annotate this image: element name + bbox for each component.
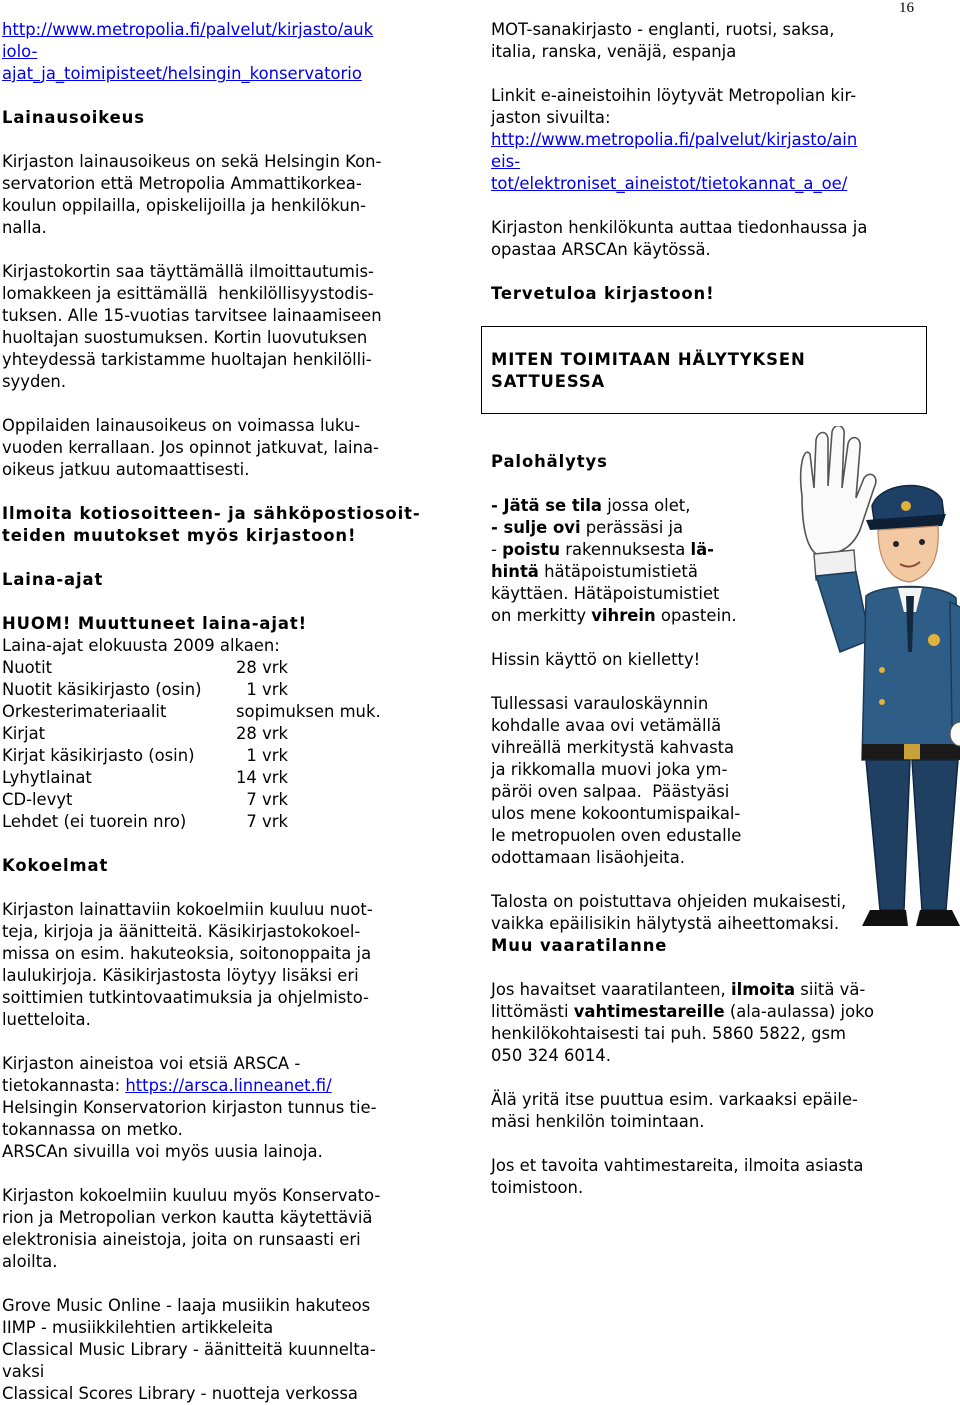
paragraph-line: 050 324 6014.: [491, 1046, 611, 1065]
paragraph-line: odottamaan lisäohjeita.: [491, 848, 685, 867]
paragraph-line: Jos et tavoita vahtimestareita, ilmoita asiasta: [491, 1156, 864, 1175]
instruction-line: käyttäen. Hätäpoistumistiet: [491, 584, 720, 603]
paragraph-line: vaikka epäilisikin hälytystä aiheettomaksi.: [491, 914, 840, 933]
paragraph-line: jaston sivuilta:: [491, 108, 611, 127]
loan-period: 14 vrk: [236, 768, 288, 787]
instruction-bold: hintä: [491, 562, 539, 581]
paragraph-line: kohdalle avaa ovi vetämällä: [491, 716, 722, 735]
paragraph-line: [491, 1001, 874, 1023]
loan-item: Nuotit käsikirjasto (osin): [2, 680, 202, 699]
paragraph-line: MOT-sanakirjasto - englanti, ruotsi, saksa,: [491, 20, 835, 39]
loan-period: 28 vrk: [236, 724, 288, 743]
instruction-text: on merkitty: [491, 606, 592, 625]
loan-period-row: [2, 745, 421, 767]
instruction-text: perässäsi ja: [580, 518, 684, 537]
loan-period-row: [2, 723, 421, 745]
paragraph-line: tokannassa on metko.: [2, 1120, 183, 1139]
url-link-line[interactable]: http://www.metropolia.fi/palvelut/kirjasto/auk: [2, 20, 374, 39]
paragraph-line: teja, kirjoja ja äänitteitä. Käsikirjastokokoel-: [2, 922, 361, 941]
url-link-line[interactable]: ajat_ja_toimipisteet/helsingin_konservatorio: [2, 64, 362, 83]
database-line: Grove Music Online - laaja musiikin hakuteos: [2, 1296, 371, 1315]
loan-period-row: [2, 789, 421, 811]
paragraph-line: Älä yritä itse puuttua esim. varkaaksi epäile-: [491, 1090, 858, 1109]
loan-item: Kirjat käsikirjasto (osin): [2, 746, 195, 765]
laina-ajat-heading: Laina-ajat: [2, 570, 104, 589]
kokoelmat-heading: Kokoelmat: [2, 856, 109, 875]
paragraph-line: Kirjaston aineistoa voi etsiä ARSCA -: [2, 1054, 301, 1073]
paragraph-text: Jos havaitset vaaratilanteen,: [491, 980, 731, 999]
paragraph-line: Linkit e-aineistoihin löytyvät Metropolian kir-: [491, 86, 857, 105]
paragraph-line: ja rikkomalla muovi joka ym-: [491, 760, 728, 779]
loan-item: Lyhytlainat: [2, 768, 92, 787]
paragraph-line: elektronisia aineistoja, joita on runsaasti eri: [2, 1230, 361, 1249]
paragraph-line: vihreällä merkitystä kahvasta: [491, 738, 735, 757]
paragraph-line: lomakkeen ja esittämällä henkilöllisyystodis-: [2, 284, 374, 303]
paragraph-line: henkilökohtaisesti tai puh. 5860 5822, gsm: [491, 1024, 846, 1043]
instruction-bold: lä-: [690, 540, 714, 559]
ilmoita-notice: Ilmoita kotiosoitteen- ja sähköpostiosoit-: [2, 504, 421, 523]
paragraph-line: aloilta.: [2, 1252, 58, 1271]
paragraph-line: oikeus jatkuu automaattisesti.: [2, 460, 250, 479]
database-line: IIMP - musiikkilehtien artikkeleita: [2, 1318, 274, 1337]
paragraph-line: mäsi henkilön toimintaan.: [491, 1112, 705, 1131]
instruction-text: -: [491, 540, 503, 559]
arsca-prefix: tietokannasta:: [2, 1076, 126, 1095]
paragraph-line: servatorion että Metropolia Ammattikorkea-: [2, 174, 362, 193]
instruction-text: jossa olet,: [601, 496, 691, 515]
paragraph-line: ARSCAn sivuilla voi myös uusia lainoja.: [2, 1142, 323, 1161]
paragraph-line: Kirjaston henkilökunta auttaa tiedonhaussa ja: [491, 218, 868, 237]
paragraph-line: Kirjaston lainausoikeus on sekä Helsingin Kon-: [2, 152, 382, 171]
paragraph-line: toimistoon.: [491, 1178, 584, 1197]
paragraph-line: Helsingin Konservatorion kirjaston tunnus tie-: [2, 1098, 377, 1117]
loan-item: CD-levyt: [2, 790, 73, 809]
database-line: vaksi: [2, 1362, 45, 1381]
police-officer-illustration: [770, 426, 960, 936]
paragraph-line: laulukirjoja. Käsikirjastosta löytyy lisäksi eri: [2, 966, 359, 985]
loan-period-row: [2, 701, 421, 723]
muu-vaaratilanne-heading: Muu vaaratilanne: [491, 936, 668, 955]
hissi-text: Hissin käyttö on kielletty!: [491, 650, 701, 669]
instruction-bold: - sulje ovi: [491, 518, 581, 537]
paragraph-line: luetteloita.: [2, 1010, 91, 1029]
paragraph-line: yhteydessä tarkistamme huoltajan henkilölli-: [2, 350, 372, 369]
paragraph-line: rion ja Metropolian verkon kautta käytettäviä: [2, 1208, 373, 1227]
paragraph-bold: ilmoita: [730, 980, 796, 999]
huom-notice: HUOM! Muuttuneet laina-ajat!: [2, 614, 307, 633]
left-column: [2, 19, 421, 1405]
tervetuloa-text: Tervetuloa kirjastoon!: [491, 284, 715, 303]
paragraph-line: vuoden kerrallaan. Jos opinnot jatkuvat, laina-: [2, 438, 379, 457]
paragraph-line: syyden.: [2, 372, 67, 391]
loan-period: 7 vrk: [236, 790, 288, 809]
alarm-heading-line: MITEN TOIMITAAN HÄLYTYKSEN: [491, 350, 806, 369]
instruction-text: opastein.: [655, 606, 737, 625]
paragraph-line: le metropuolen oven edustalle: [491, 826, 742, 845]
paragraph-line: missa on esim. hakuteoksia, soitonoppaita ja: [2, 944, 372, 963]
url-link-line[interactable]: iolo-: [2, 42, 38, 61]
database-line: Classical Music Library - äänitteitä kuunnelta-: [2, 1340, 376, 1359]
palohalytys-heading: Palohälytys: [491, 452, 608, 471]
alarm-heading: [491, 349, 806, 393]
paragraph-line: opastaa ARSCAn käytössä.: [491, 240, 711, 259]
loan-period-row: [2, 679, 421, 701]
paragraph-line: nalla.: [2, 218, 47, 237]
paragraph-line: soittimien tutkintovaatimuksia ja ohjelmisto-: [2, 988, 369, 1007]
loan-period-row: [2, 811, 421, 833]
loan-period-row: [2, 657, 421, 679]
laina-ajat-intro: Laina-ajat elokuusta 2009 alkaen:: [2, 636, 280, 655]
paragraph-line: tuksen. Alle 15-vuotias tarvitsee lainaamiseen: [2, 306, 382, 325]
e-resources-link-line[interactable]: tot/elektroniset_aineistot/tietokannat_a_oe/: [491, 174, 848, 193]
paragraph-line: huoltajan suostumuksen. Kortin luovutuksen: [2, 328, 368, 347]
paragraph-text: littömästi: [491, 1002, 574, 1021]
paragraph-bold: vahtimestareille: [573, 1002, 725, 1021]
right-column-top: [491, 19, 867, 305]
paragraph-line: koulun oppilailla, opiskelijoilla ja henkilökun-: [2, 196, 367, 215]
paragraph-line: päröi oven salpaa. Päästyäsi: [491, 782, 730, 801]
paragraph-line: italia, ranska, venäjä, espanja: [491, 42, 737, 61]
paragraph-line: Talosta on poistuttava ohjeiden mukaisesti,: [491, 892, 847, 911]
ilmoita-notice: teiden muutokset myös kirjastoon!: [2, 526, 357, 545]
instruction-bold: vihrein: [591, 606, 656, 625]
loan-period: sopimuksen muk.: [236, 702, 381, 721]
paragraph-line: ulos mene kokoontumispaikal-: [491, 804, 741, 823]
paragraph-line: Tullessasi varauloskäynnin: [491, 694, 709, 713]
paragraph-line: Oppilaiden lainausoikeus on voimassa luku-: [2, 416, 361, 435]
paragraph-line: [491, 979, 874, 1001]
loan-period: 28 vrk: [236, 658, 288, 677]
database-line: Classical Scores Library - nuotteja verkossa: [2, 1384, 358, 1403]
loan-period: 1 vrk: [236, 746, 288, 765]
alarm-heading-line: SATTUESSA: [491, 372, 606, 391]
loan-item: Nuotit: [2, 658, 53, 677]
paragraph-line: Kirjaston kokoelmiin kuuluu myös Konservato-: [2, 1186, 381, 1205]
lainausoikeus-heading: Lainausoikeus: [2, 108, 145, 127]
e-resources-link-line[interactable]: http://www.metropolia.fi/palvelut/kirjasto/ain: [491, 130, 858, 149]
loan-item: Kirjat: [2, 724, 46, 743]
instruction-bold: - Jätä se tila: [491, 496, 602, 515]
instruction-bold: poistu: [502, 540, 560, 559]
instruction-text: rakennuksesta: [560, 540, 691, 559]
paragraph-line: Kirjastokortin saa täyttämällä ilmoittautumis-: [2, 262, 374, 281]
loan-item: Lehdet (ei tuorein nro): [2, 812, 187, 831]
loan-period: 1 vrk: [236, 680, 288, 699]
arsca-link-line: [2, 1075, 421, 1097]
e-resources-link-line[interactable]: eis-: [491, 152, 521, 171]
paragraph-text: (ala-aulassa) joko: [724, 1002, 875, 1021]
instruction-text: hätäpoistumistietä: [538, 562, 698, 581]
page-number: 16: [899, 0, 914, 16]
raised-hand-icon: [801, 426, 876, 580]
loan-period: 7 vrk: [236, 812, 288, 831]
paragraph-text: siitä vä-: [795, 980, 866, 999]
arsca-link[interactable]: https://arsca.linneanet.fi/: [125, 1076, 332, 1095]
loan-period-row: [2, 767, 421, 789]
paragraph-line: Kirjaston lainattaviin kokoelmiin kuuluu nuot-: [2, 900, 373, 919]
loan-item: Orkesterimateriaalit: [2, 702, 167, 721]
